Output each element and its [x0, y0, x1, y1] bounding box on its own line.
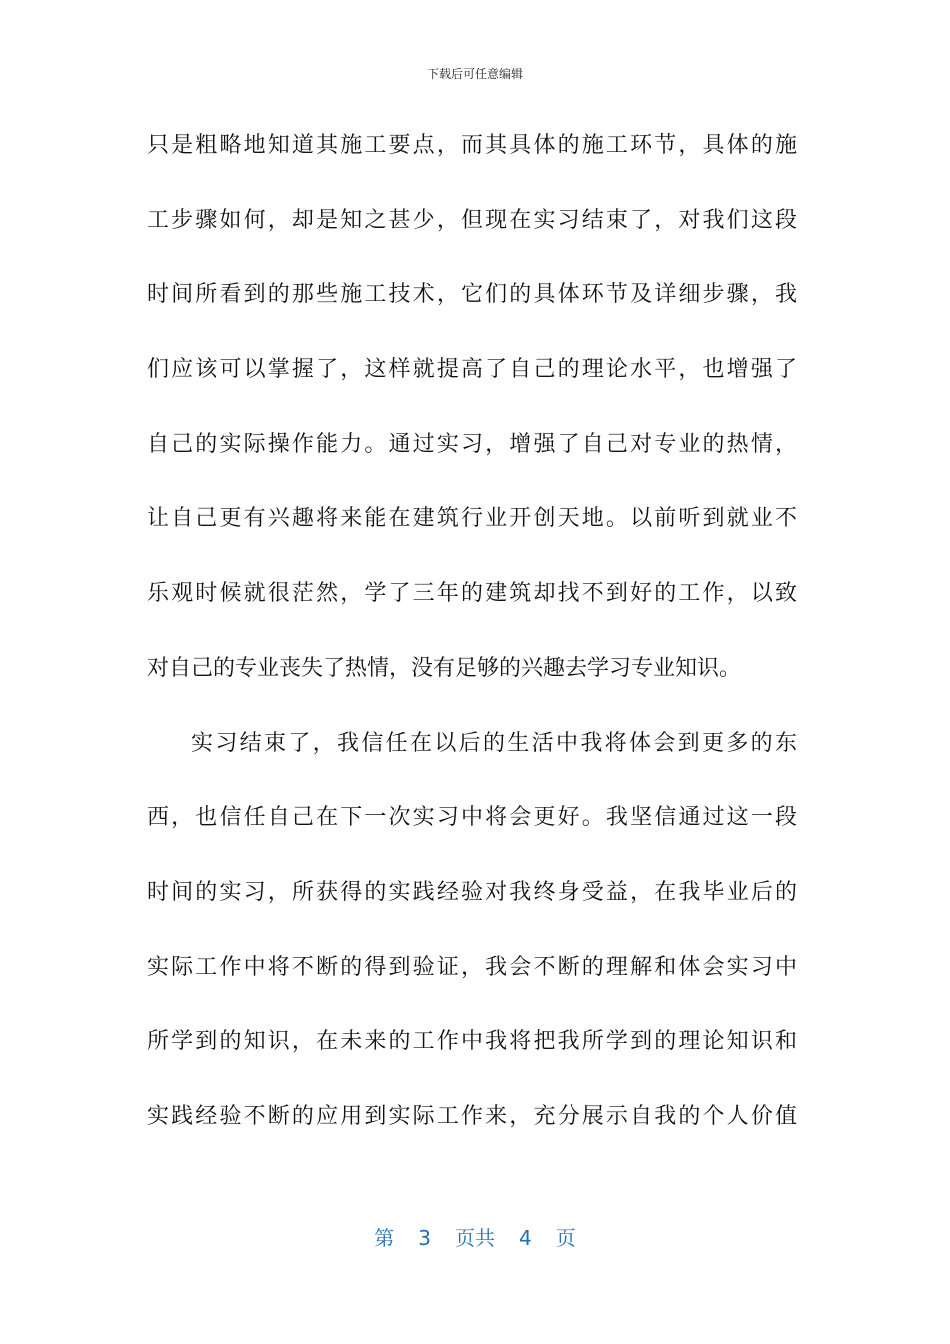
page-header-note: 下载后可任意编辑 — [426, 67, 523, 81]
body-line: 实际工作中将不断的得到验证，我会不断的理解和体会实习中 — [147, 954, 797, 980]
body-line: 自己的实际操作能力。通过实习，增强了自己对专业的热情， — [147, 431, 797, 457]
body-line: 只是粗略地知道其施工要点，而其具体的施工环节，具体的施 — [147, 133, 797, 158]
footer-middle: 页共 — [455, 1226, 495, 1250]
body-line: 实践经验不断的应用到实际工作来，充分展示自我的个人价值 — [147, 1103, 797, 1129]
footer-prefix: 第 — [374, 1226, 395, 1250]
body-line: 对自己的专业丧失了热情，没有足够的兴趣去学习专业知识。 — [147, 655, 742, 681]
page-footer — [0, 1224, 950, 1252]
body-line: 时间的实习，所获得的实践经验对我终身受益，在我毕业后的 — [147, 879, 797, 905]
body-line: 让自己更有兴趣将来能在建筑行业开创天地。以前听到就业不 — [147, 506, 797, 532]
body-line-paragraph-start: 实习结束了，我信任在以后的生活中我将体会到更多的东 — [191, 730, 797, 756]
body-line: 时间所看到的那些施工技术，它们的具体环节及详细步骤，我 — [147, 282, 797, 308]
body-line: 工步骤如何，却是知之甚少，但现在实习结束了，对我们这段 — [147, 207, 797, 233]
footer-suffix: 页 — [555, 1226, 576, 1250]
footer-current-page: 3 — [418, 1226, 431, 1250]
body-line: 们应该可以掌握了，这样就提高了自己的理论水平，也增强了 — [147, 357, 797, 383]
body-line: 所学到的知识，在未来的工作中我将把我所学到的理论知识和 — [147, 1029, 797, 1055]
footer-total-pages: 4 — [519, 1226, 532, 1250]
document-body — [147, 119, 797, 1165]
body-line: 西，也信任自己在下一次实习中将会更好。我坚信通过这一段 — [147, 805, 797, 831]
body-line: 乐观时候就很茫然，学了三年的建筑却找不到好的工作，以致 — [147, 581, 797, 607]
